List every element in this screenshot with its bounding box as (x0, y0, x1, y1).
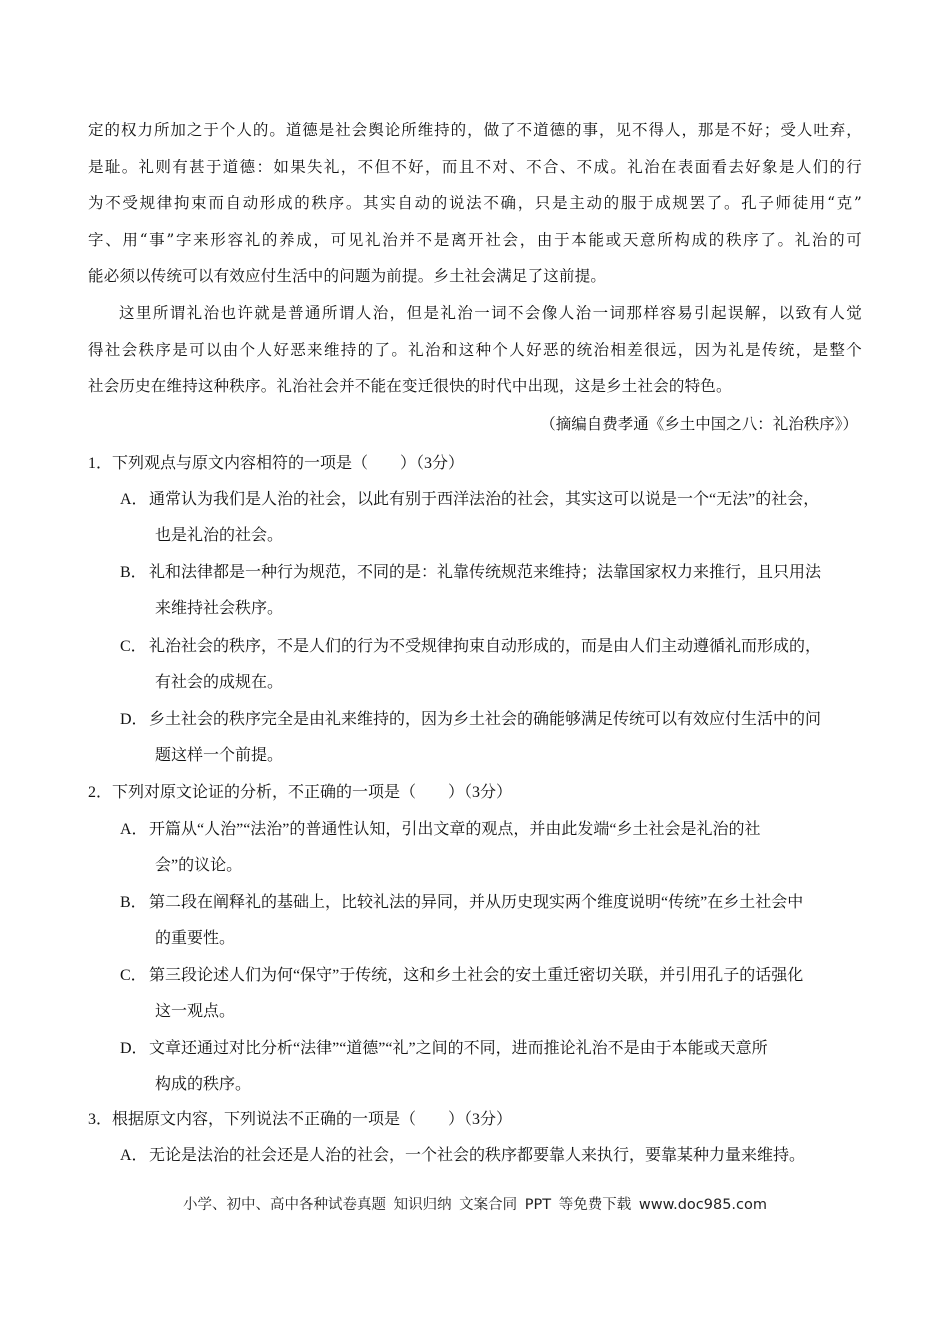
option-text: 无论是法治的社会还是人治的社会，一个社会的秩序都要靠人来执行，要靠某种力量来维持。 (149, 1147, 806, 1164)
option-text-continued: 来维持社会秩序。 (155, 600, 284, 617)
passage-line: 是耻。礼则有甚于道德：如果失礼，不但不好，而且不对、不合、不成。礼治在表面看去好象是人们的行 (88, 157, 862, 176)
option-text: 乡土社会的秩序完全是由礼来维持的，因为乡土社会的确能够满足传统可以有效应付生活中的问 (149, 711, 822, 728)
option-text-continued: 会”的议论。 (155, 857, 243, 874)
passage-line: 得社会秩序是可以由个人好恶来维持的了。礼治和这种个人好恶的统治相差很远，因为礼是传统，是整个 (88, 340, 862, 359)
passage-line: 为不受规律拘束而自动形成的秩序。其实自动的说法不确，只是主动的服于成规罢了。孔子师徒用“克” (88, 194, 862, 213)
option-text: 第三段论述人们为何“保守”于传统，这和乡土社会的安土重迁密切关联，并引用孔子的话强化 (149, 967, 804, 984)
passage (88, 112, 862, 405)
option-text-continued: 这一观点。 (155, 1003, 236, 1020)
option-letter: B． (120, 894, 147, 911)
passage-line: 能必须以传统可以有效应付生活中的问题为前提。乡土社会满足了这前提。 (88, 267, 607, 286)
passage-line: 字、用“事”字来形容礼的养成，可见礼治并不是离开社会，由于本能或天意所构成的秩序了。礼治的可 (88, 230, 862, 249)
option-text: 文章还通过对比分析“法律”“道德”“礼”之间的不同，进而推论礼治不是由于本能或天意所 (149, 1040, 768, 1057)
page-footer: 小学、初中、高中各种试卷真题 知识归纳 文案合同 PPT 等免费下载 www.doc985.com (182, 1197, 768, 1213)
option-letter: C． (120, 638, 147, 655)
option-text-continued: 题这样一个前提。 (155, 747, 284, 764)
question-2 (88, 779, 864, 802)
passage-paragraph-2 (88, 295, 862, 405)
option-text-continued: 有社会的成规在。 (155, 674, 284, 691)
option-text: 第二段在阐释礼的基础上，比较礼法的异同，并从历史现实两个维度说明“传统”在乡土社会中 (149, 894, 804, 911)
option-letter: D． (120, 711, 148, 728)
passage-line: 社会历史在维持这种秩序。礼治社会并不能在变迁很快的时代中出现，这是乡土社会的特色。 (88, 377, 732, 396)
option-text: 礼和法律都是一种行为规范，不同的是：礼靠传统规范来维持；法靠国家权力来推行，且只用法 (149, 564, 822, 581)
option-text: 礼治社会的秩序，不是人们的行为不受规律拘束自动形成的，而是由人们主动遵循礼而形成的， (149, 638, 822, 655)
option-letter: A． (120, 1147, 148, 1164)
question-3 (88, 1106, 864, 1129)
passage-paragraph-1 (88, 112, 862, 295)
question-stem: 1．下列观点与原文内容相符的一项是（ ）（3分） (88, 455, 465, 472)
option-text-continued: 的重要性。 (155, 930, 236, 947)
question-stem: 3．根据原文内容，下列说法不正确的一项是（ ）（3分） (88, 1111, 513, 1128)
passage-line: 这里所谓礼治也许就是普通所谓人治，但是礼治一词不会像人治一词那样容易引起误解，以致有人觉 (119, 303, 862, 322)
option-letter: B． (120, 564, 147, 581)
option-letter: A． (120, 821, 148, 838)
option-text-continued: 构成的秩序。 (155, 1076, 252, 1093)
passage-source: （摘编自费孝通《乡土中国之八：礼治秩序》） (540, 415, 858, 433)
option-letter: A． (120, 491, 148, 508)
question-stem: 2．下列对原文论证的分析，不正确的一项是（ ）（3分） (88, 784, 513, 801)
option-letter: C． (120, 967, 147, 984)
option-letter: D． (120, 1040, 148, 1057)
option-text: 开篇从“人治”“法治”的普通性认知，引出文章的观点，并由此发端“乡土社会是礼治的社 (149, 821, 761, 838)
option-text: 通常认为我们是人治的社会，以此有别于西洋法治的社会，其实这可以说是一个“无法”的社会， (149, 491, 820, 508)
passage-line: 定的权力所加之于个人的。道德是社会舆论所维持的，做了不道德的事，见不得人，那是不好；受人吐弃， (88, 121, 862, 139)
question-1 (88, 450, 864, 473)
option-text-continued: 也是礼治的社会。 (155, 527, 284, 544)
